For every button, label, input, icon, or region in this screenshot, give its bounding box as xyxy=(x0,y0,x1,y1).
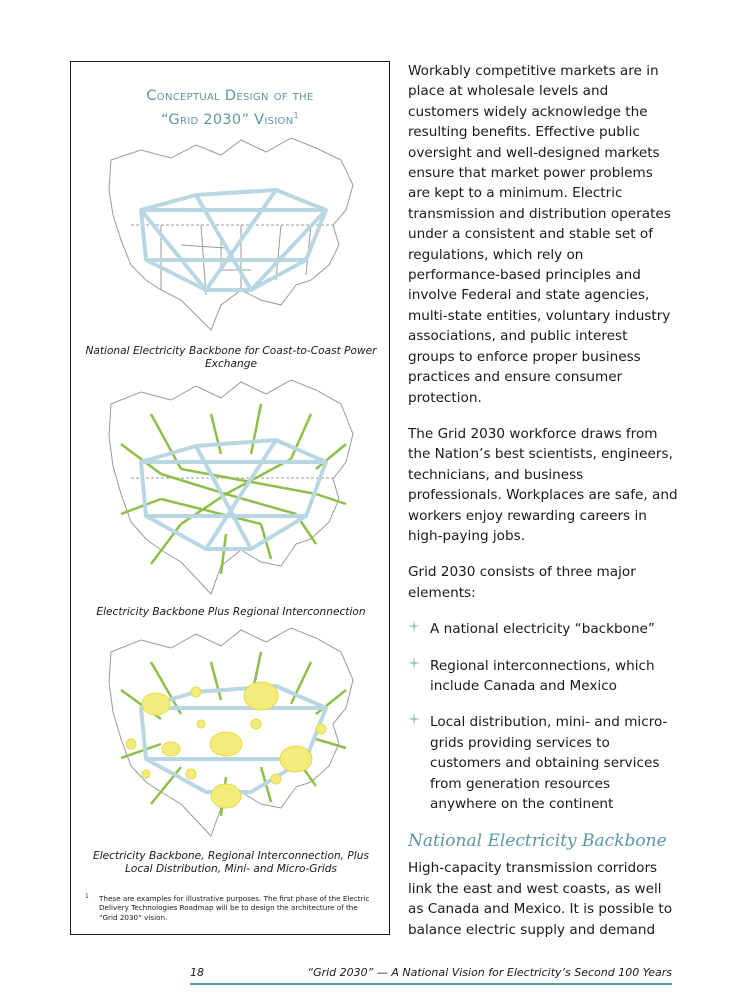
elements-list xyxy=(408,619,678,814)
page-number: 18 xyxy=(190,966,204,979)
sidebar-footnote xyxy=(85,894,375,922)
diamond-bullet-icon xyxy=(408,657,420,669)
map-local-caption: Electricity Backbone, Regional Interconnection, Plus Local Distribution, Mini- and Micro-Grids xyxy=(93,850,369,875)
footer-rule xyxy=(190,983,672,985)
list-item xyxy=(408,619,678,639)
footnote-text: These are examples for illustrative purposes. The first phase of the Electric Delivery Technologies Roadmap will be to design the architecture of the “Grid 2030” vision. xyxy=(99,894,370,922)
main-text-column xyxy=(408,61,678,940)
footer-title: “Grid 2030” — A National Vision for Electricity’s Second 100 Years xyxy=(307,966,672,979)
paragraph-workforce: The Grid 2030 workforce draws from the Nation’s best scientists, engineers, technicians, and business professionals. Workplaces are safe, and workers enjoy rewarding careers in high-paying jobs. xyxy=(408,425,678,544)
list-item-text: Regional interconnections, which include Canada and Mexico xyxy=(430,657,655,694)
diamond-bullet-icon xyxy=(408,713,420,725)
sidebar-title-line2: “Grid 2030” Vision xyxy=(161,111,294,128)
sidebar-title-line1: Conceptual Design of the xyxy=(146,88,314,104)
sidebar-title-footnote-mark: 1 xyxy=(293,111,299,120)
backbone-lines xyxy=(141,190,326,290)
backbone-lines xyxy=(141,440,326,549)
map-backbone xyxy=(101,130,363,342)
paragraph-markets: Workably competitive markets are in place at wholesale levels and customers widely acknowledge the resulting benefits. Effective public oversight and well-designed markets ensure that market power problems are kept to a minimum. Electric transmission and distribution operates under a consistent and stable set of regulations, which rely on performance-based principles and involve Federal and state agencies, multi-state entities, voluntary industry associations, and public interest groups to enforce proper business practices and ensure consumer protection. xyxy=(408,63,671,406)
map-backbone-caption: National Electricity Backbone for Coast-to-Coast Power Exchange xyxy=(85,345,377,370)
list-item xyxy=(408,712,678,814)
map-regional-caption: Electricity Backbone Plus Regional Interconnection xyxy=(96,606,366,618)
footnote-mark: 1 xyxy=(85,893,89,900)
list-item xyxy=(408,656,678,697)
section-heading: National Electricity Backbone xyxy=(408,831,667,852)
map-local xyxy=(101,624,363,846)
map-regional xyxy=(101,374,363,606)
sidebar-box xyxy=(70,61,390,935)
sidebar-title xyxy=(71,86,389,130)
paragraph-backbone: High-capacity transmission corridors link the east and west coasts, as well as Canada and Mexico. It is possible to balance electric supply and demand xyxy=(408,860,673,938)
list-item-text: Local distribution, mini- and micro-grids providing services to customers and obtaining services from generation resources anywhere on the continent xyxy=(430,714,668,812)
paragraph-elements-intro: Grid 2030 consists of three major elements: xyxy=(408,564,636,601)
list-item-text: A national electricity “backbone” xyxy=(430,621,655,638)
diamond-bullet-icon xyxy=(408,620,420,632)
